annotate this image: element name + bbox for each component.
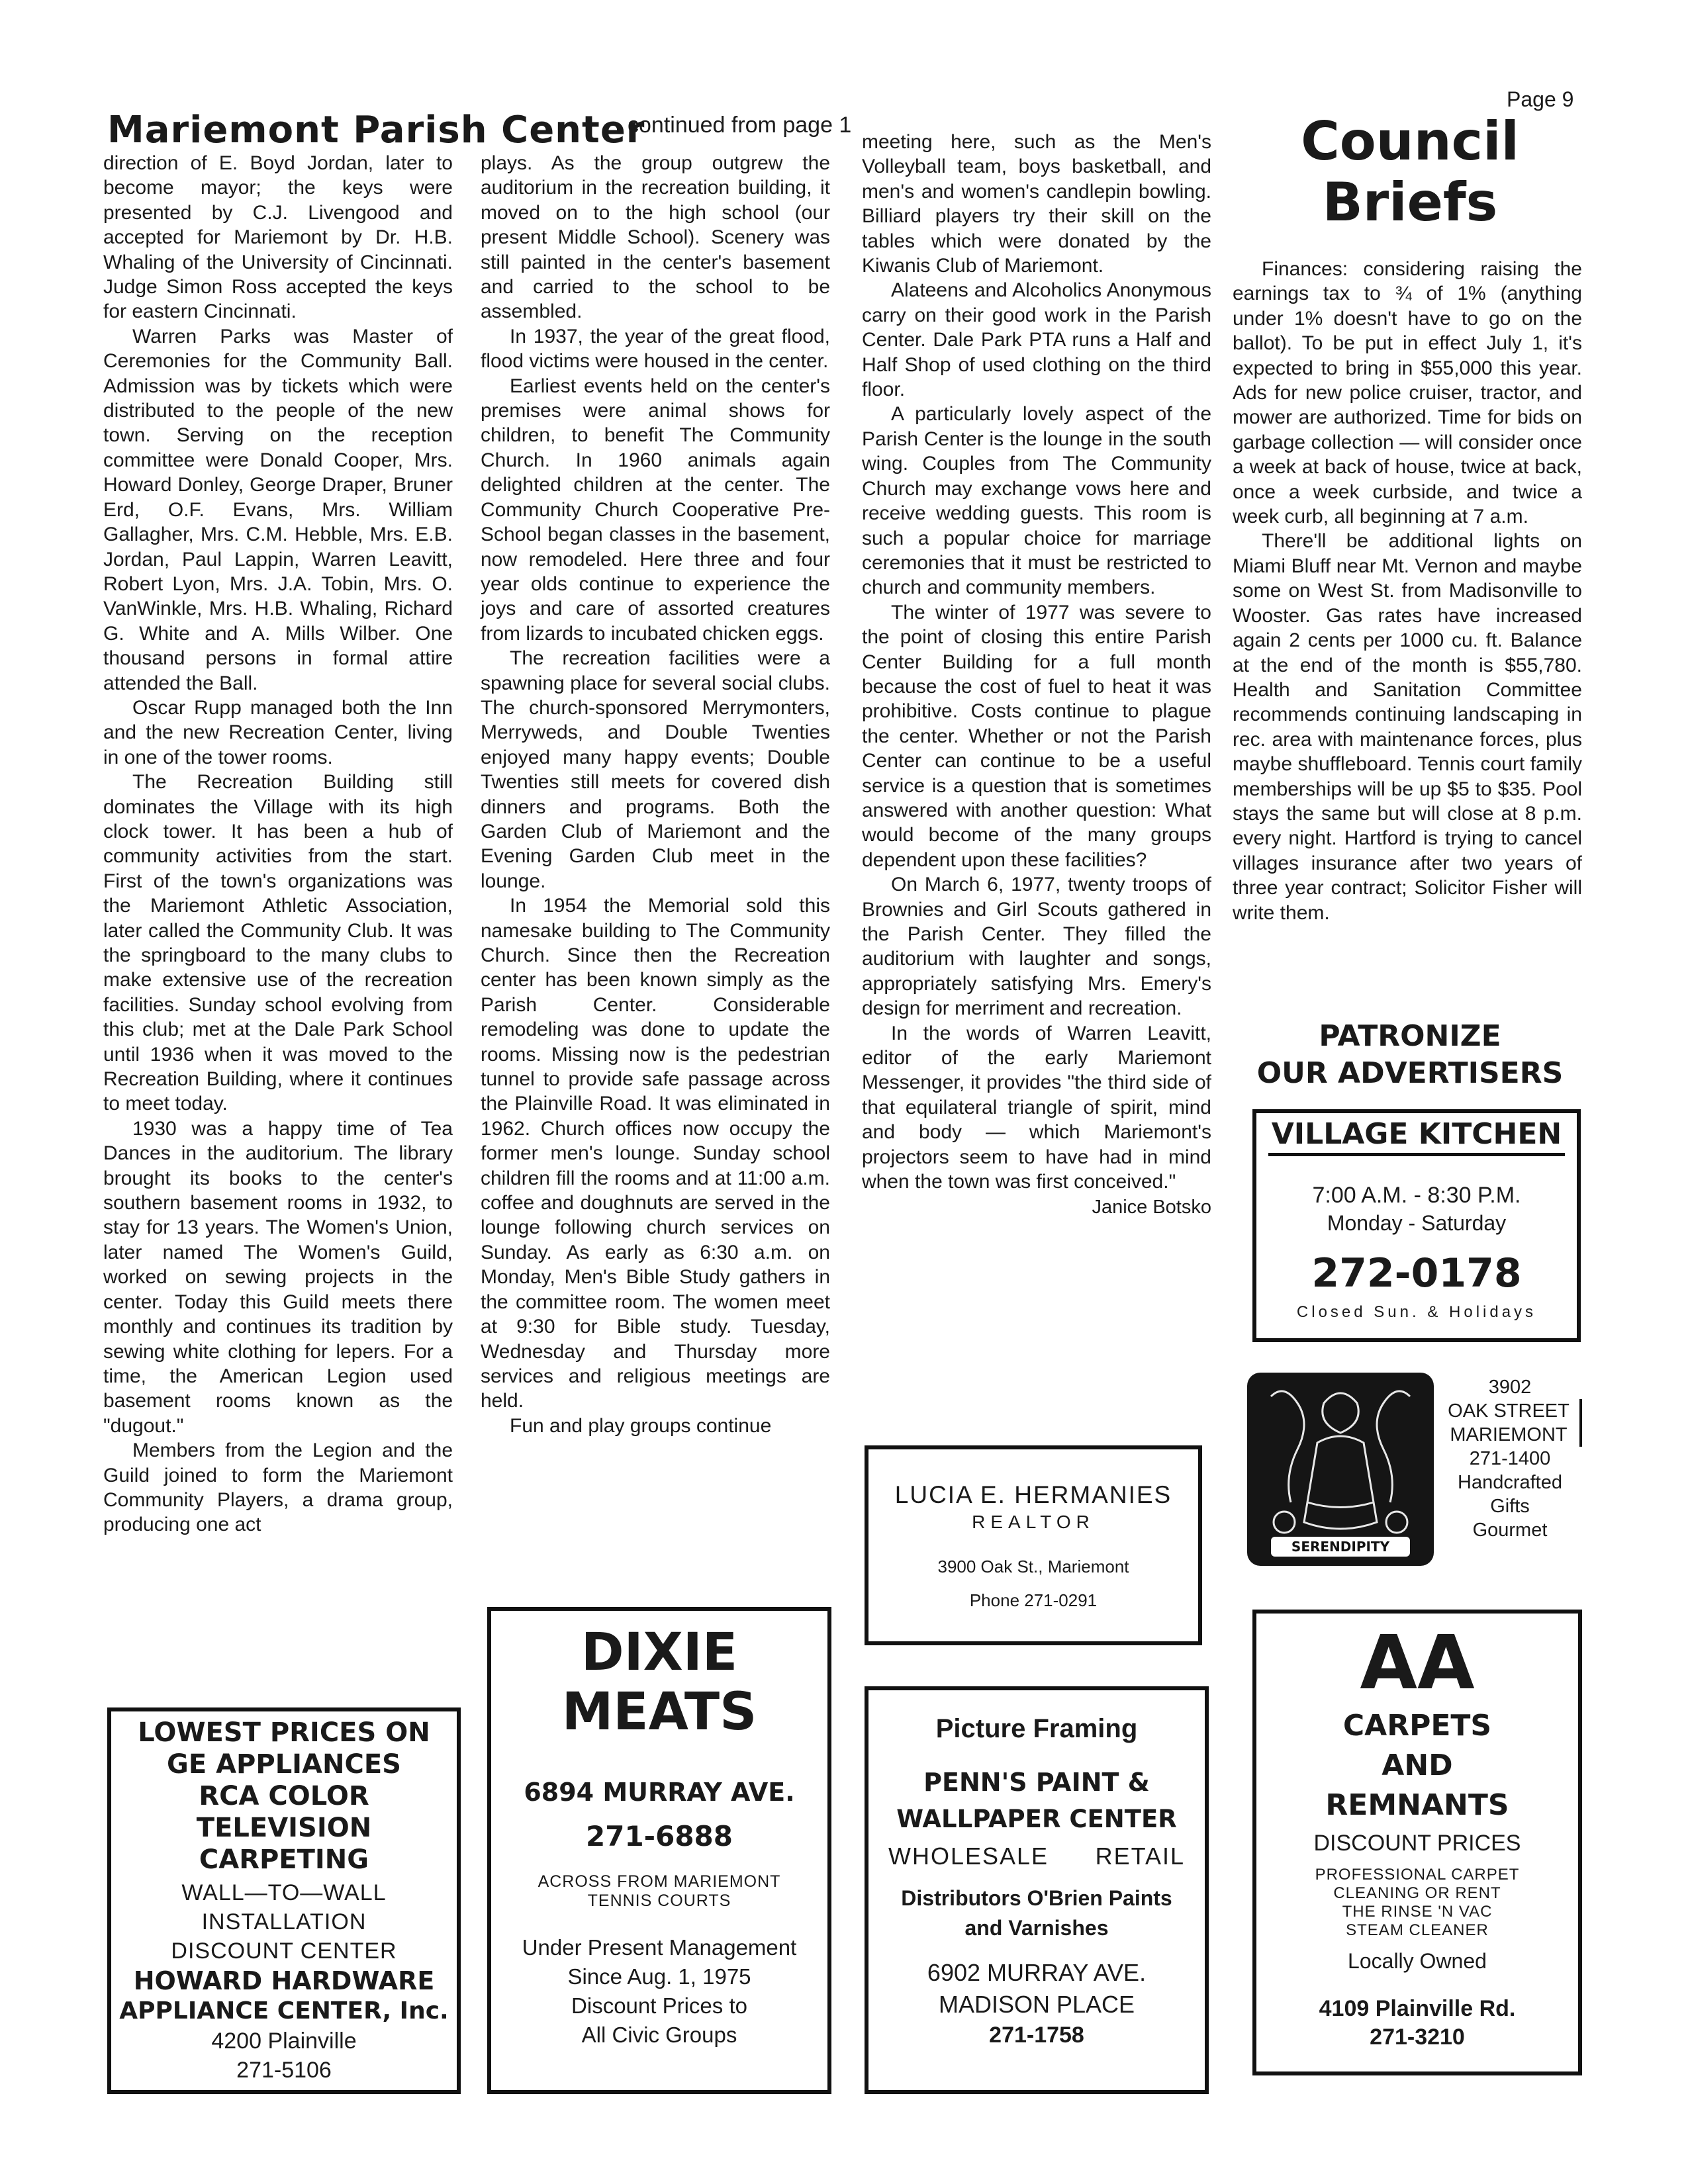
council-briefs-title-line1: Council — [1301, 111, 1519, 172]
dixie-mgmt4: All Civic Groups — [581, 2023, 737, 2047]
patronize-banner — [1231, 1018, 1589, 1092]
aa-phone: 271-3210 — [1370, 2025, 1465, 2050]
penns-dist2: and Varnishes — [964, 1916, 1109, 1940]
paragraph: On March 6, 1977, twenty troops of Brownies and Girl Scouts gathered in the Parish Center. They filled the auditorium with laughter and songs, appropriately satisfying Mrs. Emery's design for merriment and recreation. — [862, 874, 1211, 1020]
penns-wholesale: WHOLESALE — [888, 1843, 1049, 1870]
penns-place: MADISON PLACE — [938, 1991, 1135, 2018]
realtor-phone: Phone 271-0291 — [969, 1590, 1098, 1610]
ad-phone: 272-0178 — [1311, 1250, 1522, 1297]
serendipity-street: OAK STREET — [1438, 1399, 1582, 1423]
penns-line1: Picture Framing — [935, 1714, 1138, 1743]
serendipity-ad — [1244, 1366, 1582, 1572]
howard-line7: INSTALLATION — [201, 1909, 367, 1934]
dixie-line2: MEATS — [561, 1682, 757, 1742]
ad-hours: 7:00 A.M. - 8:30 P.M. — [1312, 1183, 1521, 1208]
ad-closed: Closed Sun. & Holidays — [1296, 1303, 1537, 1321]
paragraph: The recreation facilities were a spawning place for several social clubs. The church-sponsored Merrymonters, Merryweds, and Double Twenties enjoyed many happy events; Double Twenties still meets for covered dish dinners and programs. Both the Garden Club of Mariemont and the Evening Garden Club meet in the lounge. — [481, 647, 830, 892]
penns-dist1: Distributors O'Brien Paints — [901, 1886, 1172, 1910]
howard-line5: CARPETING — [199, 1844, 369, 1875]
howard-line8: DISCOUNT CENTER — [171, 1938, 397, 1964]
paragraph: In 1937, the year of the great flood, flood victims were housed in the center. — [481, 325, 830, 373]
aa-owned: Locally Owned — [1348, 1949, 1487, 1973]
serendipity-logo — [1244, 1370, 1436, 1569]
paragraph: In 1954 the Memorial sold this namesake building to The Community Church. Since then the Recreation center has been known simply as the Parish Center. Considerable remodeling was done to update the rooms. Missing now is the pedestrian tunnel to provide safe passage across the Plainville Road. It was eliminated in 1962. Church offices now occupy the former men's lounge. Sunday school children fill the rooms and at 11:00 a.m. coffee and doughnuts are served in the lounge following church services on Sunday. As early as 6:30 a.m. on Monday, Men's Bible Study gathers in the committee room. The women meet at 9:30 for Bible study. Tuesday, Wednesday and Thursday more services and religious meetings are held. — [481, 895, 830, 1412]
penns-paint-ad — [865, 1686, 1209, 2094]
howard-line12: 271-5106 — [236, 2058, 332, 2083]
article-title: Mariemont Parish Center — [107, 109, 645, 152]
patronize-line1: PATRONIZE — [1319, 1019, 1501, 1053]
paragraph: Fun and play groups continue — [510, 1414, 772, 1437]
aa-carpets-ad — [1252, 1610, 1582, 2075]
aa-service1: PROFESSIONAL CARPET — [1315, 1866, 1520, 1884]
penns-phone: 271-1758 — [989, 2023, 1084, 2048]
realtor-role: REALTOR — [972, 1512, 1095, 1532]
aa-line2: AND — [1382, 1749, 1453, 1782]
dixie-mgmt3: Discount Prices to — [571, 1993, 747, 2018]
paragraph: In the words of Warren Leavitt, editor of the early Mariemont Messenger, it provides "the third side of that equilateral triangle of spirit, mind and body — which Mariemont's projectors seem to have had in mind when the town was first conceived." — [862, 1022, 1211, 1193]
paragraph: plays. As the group outgrew the auditorium in the recreation building, it moved on to the high school (our present Middle School). Scenery was still painted in the center's basement and carried to the school to be assembled. — [481, 152, 830, 323]
penns-line3: WALLPAPER CENTER — [896, 1805, 1177, 1833]
village-kitchen-ad — [1252, 1109, 1581, 1342]
howard-line3: RCA COLOR — [199, 1781, 369, 1811]
penns-retail: RETAIL — [1095, 1843, 1185, 1870]
aa-big: AA — [1360, 1620, 1475, 1706]
penns-wholesale-retail — [868, 1843, 1205, 1870]
penns-line2: PENN'S PAINT & — [923, 1768, 1150, 1797]
article-column-3 — [862, 130, 1211, 1220]
lucia-realtor-ad — [865, 1445, 1202, 1645]
author-signature: Janice Botsko — [1092, 1197, 1211, 1218]
patronize-line2: OUR ADVERTISERS — [1256, 1056, 1564, 1090]
ad-name: VILLAGE KITCHEN — [1268, 1116, 1565, 1156]
dixie-mgmt2: Since Aug. 1, 1975 — [567, 1964, 751, 1989]
article-column-2 — [481, 151, 830, 1438]
paragraph: A particularly lovely aspect of the Parish Center is the lounge in the south wing. Couples from The Community Church may exchange vows here and receive wedding guests. This room is such a popular choice for marriage ceremonies that it must be restricted to church and community members. — [862, 403, 1211, 599]
realtor-address: 3900 Oak St., Mariemont — [937, 1557, 1129, 1576]
serendipity-info — [1438, 1375, 1582, 1542]
serendipity-town: MARIEMONT — [1438, 1423, 1582, 1447]
serendipity-line3: Gourmet — [1472, 1520, 1548, 1541]
paragraph: Finances: considering raising the earnings tax to ¾ of 1% (anything under 1% doesn't have to go on the ballot). To be put in effect July 1, it's expected to bring in $55,000 this year. Ads for new police cruiser, tractor, and mower are authorized. Time for bids on garbage collection — will consider once a week at back of house, twice at back, once a week curbside, and twice a week curb, all beginning at 7 a.m. — [1233, 258, 1582, 528]
penns-address: 6902 MURRAY AVE. — [927, 1959, 1147, 1986]
aa-discount: DISCOUNT PRICES — [1313, 1831, 1521, 1856]
howard-line4: TELEVISION — [196, 1813, 372, 1843]
paragraph: The Recreation Building still dominates the Village with its high clock tower. It has been a hub of community activities from the start. First of the town's organizations was the Mariemont Athletic Association, later called the Community Club. It was the springboard to the many clubs to make extensive use of the recreation facilities. Sunday school evolving from this club; met at the Dale Park School until 1936 when it was moved to the Recreation Building, where it continues to meet today. — [103, 771, 453, 1115]
dixie-meats-ad — [487, 1607, 831, 2094]
paragraph: Earliest events held on the center's premises were animal shows for children, to benefit The Community Church. In 1960 animals again delighted children at the center. The Community Church Cooperative Pre-School began classes in the basement, now remodeled. Here three and four year olds continue to experience the joys and care of assorted creatures from lizards to incubated chicken eggs. — [481, 375, 830, 645]
paragraph: direction of E. Boyd Jordan, later to become mayor; the keys were presented by C.J. Livengood and accepted for Mariemont by Dr. H.B. Whaling of the University of Cincinnati. Judge Simon Ross accepted the keys for eastern Cincinnati. — [103, 152, 453, 323]
paragraph: Oscar Rupp managed both the Inn and the new Recreation Center, living in one of the tower rooms. — [103, 696, 453, 768]
howard-line1: LOWEST PRICES ON — [138, 1717, 430, 1748]
serendipity-address: 3902 — [1488, 1377, 1532, 1398]
howard-line2: GE APPLIANCES — [167, 1749, 401, 1780]
dixie-line1: DIXIE — [581, 1623, 738, 1682]
paragraph: Warren Parks was Master of Ceremonies for the Community Ball. Admission was by tickets which were distributed to the people of the new town. Serving on the reception committee were Donald Cooper, Mrs. Howard Donley, George Draper, Bruner Erd, O.F. Evans, Mrs. William Gallagher, Mrs. C.M. Hebble, Mrs. E.B. Jordan, Paul Lappin, Warren Leavitt, Robert Lyon, Mrs. J.A. Tobin, Mrs. O. VanWinkle, Mrs. H.B. Whaling, Richard G. White and A. Mills Wilber. One thousand persons in formal attire attended the Ball. — [103, 325, 453, 694]
howard-line11: 4200 Plainville — [211, 2028, 357, 2054]
aa-service4: STEAM CLEANER — [1346, 1921, 1489, 1939]
dixie-address: 6894 MURRAY AVE. — [524, 1778, 795, 1807]
realtor-name: LUCIA E. HERMANIES — [894, 1481, 1172, 1508]
paragraph: There'll be additional lights on Miami Bluff near Mt. Vernon and maybe some on West St. from Madisonville to Wooster. Gas rates have increased again 2 cents per 1000 cu. ft. Balance at the end of the month is $55,780. Health and Sanitation Committee recommends continuing landscaping in rec. area with maintenance forces, plus maybe shuffleboard. Tennis court family memberships will be up $5 to $35. Pool stays the same but will close at 8 p.m. every night. Hartford is trying to cancel villages insurance after two years of three year contract; Solicitor Fisher will write them. — [1233, 530, 1582, 924]
paragraph: 1930 was a happy time of Tea Dances in the auditorium. The library brought its books to the center's southern basement rooms in 1932, to stay for 13 years. The Women's Union, later named The Women's Guild, worked on sewing projects in the center. Today this Guild meets there monthly and continues its tradition by sewing white clothing for lepers. For a time, the American Legion used basement rooms known as the "dugout." — [103, 1117, 453, 1437]
howard-line9: HOWARD HARDWARE — [133, 1966, 435, 1995]
paragraph: The winter of 1977 was severe to the point of closing this entire Parish Center Building for a full month because the cost of fuel to heat it was prohibitive. Costs continue to plague the center. Whether or not the Parish Center can continue to be a useful service is a question that is sometimes answered with another question: What would become of the many groups dependent upon these facilities? — [862, 601, 1211, 871]
aa-line3: REMNANTS — [1325, 1788, 1509, 1822]
serendipity-logo-text: SERENDIPITY — [1291, 1539, 1390, 1555]
serendipity-line1: Handcrafted — [1458, 1472, 1562, 1493]
paragraph: Members from the Legion and the Guild joined to form the Mariemont Community Players, a drama group, producing one act — [103, 1439, 453, 1536]
dixie-sub1: ACROSS FROM MARIEMONT — [538, 1872, 781, 1891]
aa-service3: THE RINSE 'N VAC — [1342, 1903, 1493, 1921]
aa-line1: CARPETS — [1342, 1709, 1492, 1743]
serendipity-line2: Gifts — [1490, 1496, 1530, 1517]
howard-line10: APPLIANCE CENTER, Inc. — [119, 1997, 449, 2025]
council-briefs-title-line2: Briefs — [1322, 171, 1498, 233]
page-number: Page 9 — [1507, 87, 1574, 111]
council-briefs-title — [1238, 111, 1582, 233]
howard-hardware-ad — [107, 1707, 461, 2094]
paragraph: Alateens and Alcoholics Anonymous carry on their good work in the Parish Center. Dale Park PTA runs a Half and Half Shop of used clothing on the third floor. — [862, 279, 1211, 401]
article-column-1 — [103, 151, 453, 1537]
serendipity-phone: 271-1400 — [1469, 1448, 1551, 1469]
howard-line6: WALL—TO—WALL — [181, 1880, 387, 1905]
aa-service2: CLEANING OR RENT — [1333, 1884, 1501, 1902]
dixie-phone: 271-6888 — [586, 1820, 733, 1852]
council-briefs-body — [1233, 257, 1582, 925]
dixie-mgmt1: Under Present Management — [522, 1935, 797, 1960]
ad-days: Monday - Saturday — [1327, 1211, 1507, 1235]
paragraph: meeting here, such as the Men's Volleyball team, boys basketball, and men's and women's candlepin bowling. Billiard players try their skill on the tables which were donated by the Kiwanis Club of Mariemont. — [862, 131, 1211, 277]
dixie-sub2: TENNIS COURTS — [587, 1891, 731, 1910]
aa-address: 4109 Plainville Rd. — [1319, 1996, 1516, 2021]
continued-note: continued from page 1 — [628, 113, 852, 138]
